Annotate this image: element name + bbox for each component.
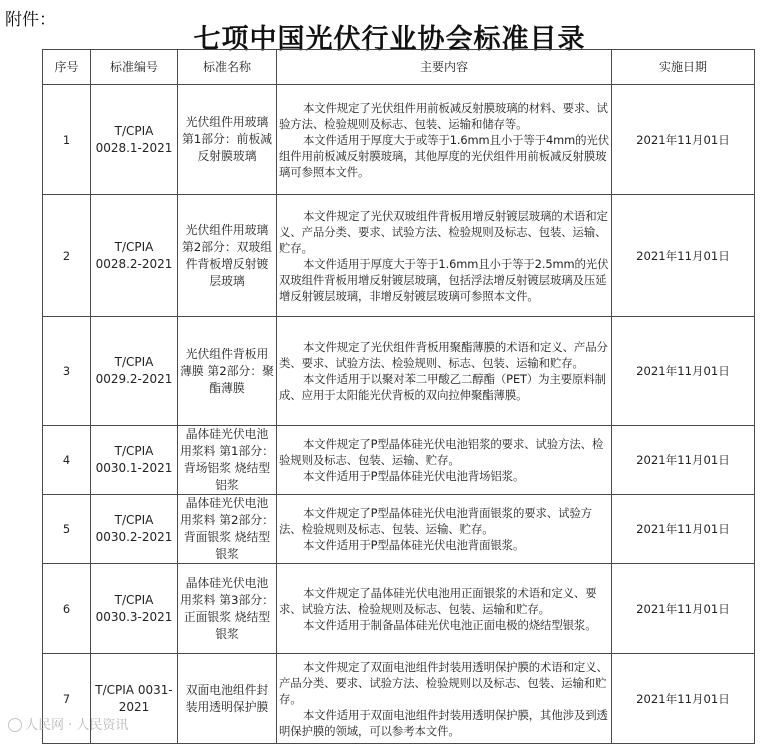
content-paragraph: 本文件适用于P型晶体硅光伏电池背场铝浆。: [302, 469, 525, 483]
row-content: [277, 85, 612, 195]
row-date: 2021年11月01日: [612, 85, 755, 195]
row-date: 2021年11月01日: [612, 495, 755, 564]
row-content: [277, 654, 612, 744]
row-content: [277, 426, 612, 495]
watermark-text: 人民网 · 人民资讯: [25, 718, 129, 733]
row-name: 晶体硅光伏电池用浆料 第1部分：背场铝浆 烧结型铝浆: [178, 426, 277, 495]
attachment-label: 附件：: [5, 10, 56, 30]
row-name: 晶体硅光伏电池用浆料 第3部分：正面银浆 烧结型银浆: [178, 564, 277, 654]
row-content: [277, 195, 612, 317]
row-date: 2021年11月01日: [612, 654, 755, 744]
row-date: 2021年11月01日: [612, 317, 755, 426]
header-no: 序号: [43, 50, 91, 85]
row-no: 4: [43, 426, 91, 495]
table-header-row: [43, 50, 755, 85]
row-code: T/CPIA 0030.2-2021: [91, 495, 178, 564]
row-name: 晶体硅光伏电池用浆料 第2部分：背面银浆 烧结型银浆: [178, 495, 277, 564]
content-paragraph: 本文件规定了光伏组件用前板减反射膜玻璃的材料、要求、试验方法、检验规则及标志、包装、运输和储存等。: [279, 100, 608, 131]
row-code: T/CPIA 0030.3-2021: [91, 564, 178, 654]
content-paragraph: 本文件适用于双面电池组件封装用透明保护膜，其他涉及到透明保护膜的领域，可以参考本文件。: [279, 707, 608, 738]
row-no: 7: [43, 654, 91, 744]
watermark: [8, 714, 128, 733]
row-no: 5: [43, 495, 91, 564]
row-code: T/CPIA 0031-2021: [91, 654, 178, 744]
row-no: 1: [43, 85, 91, 195]
row-no: 2: [43, 195, 91, 317]
row-content: [277, 564, 612, 654]
row-code: T/CPIA 0028.2-2021: [91, 195, 178, 317]
content-paragraph: 本文件规定了晶体硅光伏电池用正面银浆的术语和定义、要求、试验方法、检验规则及标志、包装、运输和贮存。: [279, 585, 597, 616]
row-content: [277, 317, 612, 426]
table-row: [43, 85, 755, 195]
row-name: 光伏组件用玻璃 第2部分：双玻组件背板增反射镀层玻璃: [178, 195, 277, 317]
document-title: 七项中国光伏行业协会标准目录: [193, 24, 586, 55]
row-no: 3: [43, 317, 91, 426]
row-date: 2021年11月01日: [612, 426, 755, 495]
row-no: 6: [43, 564, 91, 654]
row-name: 光伏组件背板用薄膜 第2部分：聚酯薄膜: [178, 317, 277, 426]
content-paragraph: 本文件规定了P型晶体硅光伏电池铝浆的要求、试验方法、检验规则及标志、包装、运输、贮存。: [279, 437, 604, 467]
standards-table: [42, 49, 755, 744]
header-date: 实施日期: [612, 50, 755, 85]
row-code: T/CPIA 0028.1-2021: [91, 85, 178, 195]
row-name: 双面电池组件封装用透明保护膜: [178, 654, 277, 744]
row-code: T/CPIA 0029.2-2021: [91, 317, 178, 426]
row-date: 2021年11月01日: [612, 195, 755, 317]
content-paragraph: 本文件规定了光伏双玻组件背板用增反射镀层玻璃的术语和定义、产品分类、要求、试验方法、检验规则及标志、包装、运输、贮存。: [279, 208, 608, 255]
row-date: 2021年11月01日: [612, 564, 755, 654]
table-row: [43, 317, 755, 426]
content-paragraph: 本文件适用于厚度大于等于1.6mm且小于等于2.5mm的光伏双玻组件背板用增反射镀层玻璃，包括浮法增反射镀层玻璃及压延增反射镀层玻璃，非增反射镀层玻璃可参照本文件。: [279, 256, 609, 303]
table-row: [43, 495, 755, 564]
content-paragraph: 本文件适用于以聚对苯二甲酸乙二醇酯（PET）为主要原料制成、应用于太阳能光伏背板的双向拉伸聚酯薄膜。: [279, 372, 606, 402]
content-paragraph: 本文件适用于厚度大于或等于1.6mm且小于等于4mm的光伏组件用前板减反射膜玻璃，其他厚度的光伏组件用前板减反射膜玻璃可参照本文件。: [279, 132, 609, 179]
table-row: [43, 564, 755, 654]
row-content: [277, 495, 612, 564]
content-paragraph: 本文件规定了双面电池组件封装用透明保护膜的术语和定义、产品分类、要求、试验方法、检验规则以及标志、包装、运输和贮存。: [279, 659, 608, 706]
header-content: 主要内容: [277, 50, 612, 85]
table-row: [43, 426, 755, 495]
header-name: 标准名称: [178, 50, 277, 85]
row-name: 光伏组件用玻璃 第1部分：前板减反射膜玻璃: [178, 85, 277, 195]
table-row: [43, 195, 755, 317]
content-paragraph: 本文件适用于制备晶体硅光伏电池正面电极的烧结型银浆。: [302, 617, 597, 632]
header-code: 标准编号: [91, 50, 178, 85]
content-paragraph: 本文件规定了光伏组件背板用聚酯薄膜的术语和定义、产品分类、要求、试验方法、检验规则、标志、包装、运输和贮存。: [279, 340, 608, 370]
content-paragraph: 本文件规定了P型晶体硅光伏电池背面银浆的要求、试验方法、检验规则及标志、包装、运输、贮存。: [279, 506, 592, 536]
content-paragraph: 本文件适用于P型晶体硅光伏电池背面银浆。: [302, 538, 525, 552]
logo-icon: [8, 718, 22, 732]
table-row: [43, 654, 755, 744]
row-code: T/CPIA 0030.1-2021: [91, 426, 178, 495]
